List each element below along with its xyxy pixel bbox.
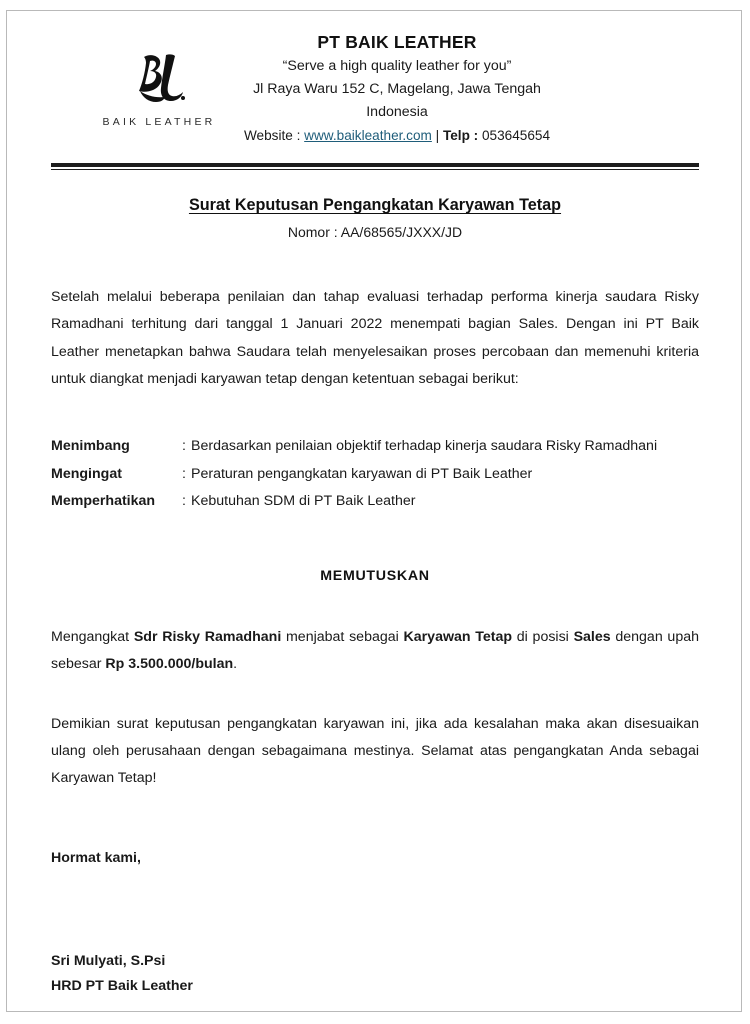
- website-label: Website :: [243, 128, 305, 144]
- contact-separator: |: [431, 128, 443, 144]
- signatory-role: HRD PT Baik Leather: [51, 977, 193, 994]
- bl-monogram-icon: [120, 51, 198, 113]
- signature-space: [51, 871, 699, 949]
- closing-paragraph: Demikian surat keputusan pengangkatan karyawan ini, jika ada kesalahan maka akan disesuaikan ulang oleh perusahaan dengan sebagaimana mestinya. Selamat atas pengangkatan Anda sebagai Karyawan Tetap!: [51, 715, 699, 787]
- consideration-row: [51, 433, 699, 461]
- signature-greeting: Hormat kami,: [51, 850, 141, 867]
- consideration-label: Mengingat: [51, 465, 122, 482]
- company-country: Indonesia: [366, 104, 428, 121]
- consideration-label: Menimbang: [51, 438, 130, 455]
- document-content: [7, 11, 741, 1011]
- header-divider: [51, 163, 699, 170]
- letterhead: [51, 29, 699, 157]
- signature-block: [51, 846, 699, 998]
- logo-wordmark: BAIK LEATHER: [102, 116, 216, 128]
- consideration-separator: :: [182, 493, 186, 510]
- phone-number: 053645654: [481, 128, 551, 144]
- document-page: [6, 10, 742, 1012]
- company-name: PT BAIK LEATHER: [317, 32, 477, 52]
- company-logo: [89, 51, 229, 128]
- company-tagline: “Serve a high quality leather for you”: [282, 58, 512, 75]
- phone-label: Telp :: [442, 128, 482, 144]
- consideration-value: Peraturan pengangkatan karyawan di PT Baik Leather: [191, 465, 533, 482]
- consideration-label: Memperhatikan: [51, 493, 156, 510]
- page-title: Surat Keputusan Pengangkatan Karyawan Tetap: [188, 196, 562, 214]
- consideration-separator: :: [182, 465, 186, 482]
- website-link[interactable]: www.baikleather.com: [304, 128, 432, 144]
- document-number: Nomor : AA/68565/JXXX/JD: [287, 224, 463, 240]
- decision-paragraph: Mengangkat Sdr Risky Ramadhani menjabat sebagai Karyawan Tetap di posisi Sales dengan upah sebesar Rp 3.500.000/bulan.: [51, 629, 699, 673]
- consideration-value: Berdasarkan penilaian objektif terhadap kinerja saudara Risky Ramadhani: [191, 438, 658, 455]
- signatory-name: Sri Mulyati, S.Psi: [51, 953, 166, 970]
- consideration-separator: :: [182, 438, 186, 455]
- decision-heading: MEMUTUSKAN: [320, 568, 430, 585]
- document-title-block: [51, 196, 699, 215]
- consideration-value: Kebutuhan SDM di PT Baik Leather: [191, 493, 416, 510]
- intro-paragraph: Setelah melalui beberapa penilaian dan tahap evaluasi terhadap performa kinerja saudara Risky Ramadhani terhitung dari tanggal 1 Januari 2022 menempati bagian Sales. Dengan ini PT Baik Leather menetapkan bahwa Saudara telah menyelesaikan proses percobaan dan memenuhi kriteria untuk diangkat menjadi karyawan tetap dengan ketentuan sebagai berikut:: [51, 289, 699, 387]
- consideration-row: [51, 461, 699, 489]
- company-address: Jl Raya Waru 152 C, Magelang, Jawa Tengah: [253, 81, 541, 98]
- considerations-list: [51, 433, 699, 516]
- consideration-row: [51, 488, 699, 516]
